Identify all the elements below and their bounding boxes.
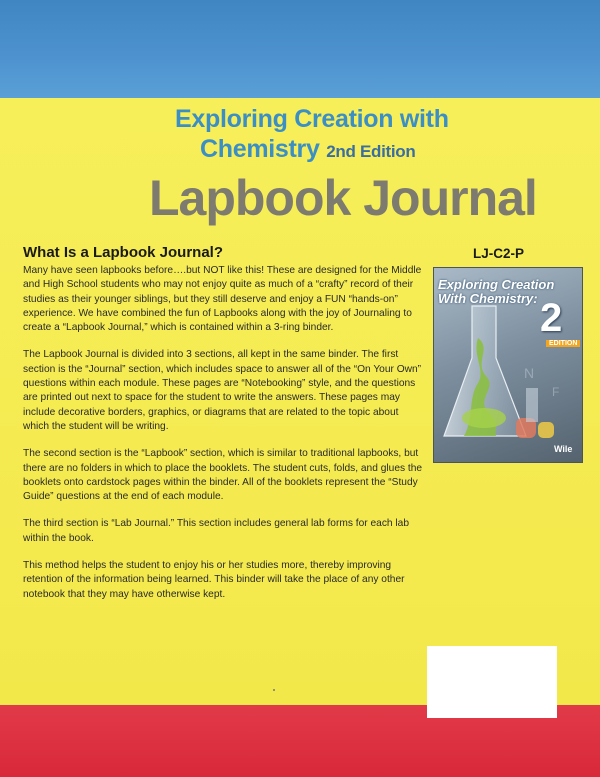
textbook-cover-image [433,267,583,463]
paragraph-sections: The Lapbook Journal is divided into 3 sections, all kept in the same binder. The first section is the “Journal” section, which includes space to answer all of the “On Your Own” questions within each module. These pages are “Notebooking” style, and the questions are printed out next to space for the student to write the answers. These pages may include decorative borders, graphics, or diagrams that are related to the topic about which the student will be writing. [23,349,422,432]
svg-text:N: N [524,365,535,381]
product-code: LJ-C2-P [473,246,525,261]
speck [273,689,275,691]
title-chemistry: Chemistry [200,135,320,163]
top-blue-band [0,0,600,98]
svg-text:F: F [552,385,560,399]
section-heading: What Is a Lapbook Journal? [23,244,224,261]
paragraph-lab-journal: The third section is “Lab Journal.” This section includes general lab forms for each lab within the book. [23,518,410,544]
paragraph-intro: Many have seen lapbooks before….but NOT like this! These are designed for the Middle and High School students who may not enjoy quite as much of a “crafty” record of their studies as their younger siblings, but they still deserve and enjoy a FUN “hands-on” experience. We have combined the fun of Lapbooks along with the joy of Journaling to create a “Lapbook Journal,” which is contained within a 3-ring binder. [23,265,422,334]
price-sticker-area [427,646,557,718]
title-line-3: Lapbook Journal [149,170,537,226]
description-text [23,264,423,615]
title-edition: 2nd Edition [326,142,416,161]
paragraph-method: This method helps the student to enjoy his or her studies more, thereby improving retention of the information being learned. This binder will take the place of any other notebook that they may have otherwise kept. [23,560,405,600]
book-edition-label: EDITION [546,340,580,347]
title-line-1: Exploring Creation with [175,105,449,133]
paragraph-lapbook: The second section is the “Lapbook” section, which is similar to traditional lapbooks, but there are no folders in which to place the booklets. The student cuts, folds, and glues the booklets onto cardstock pages within the binder. All of the booklets represent the “Study Guide” questions at the end of each module. [23,448,423,503]
title-line-2 [200,134,415,167]
book-author: Wile [554,444,573,454]
book-edition-number: 2 [540,296,563,340]
book-cover-title: Exploring Creation With Chemistry: [438,277,555,306]
